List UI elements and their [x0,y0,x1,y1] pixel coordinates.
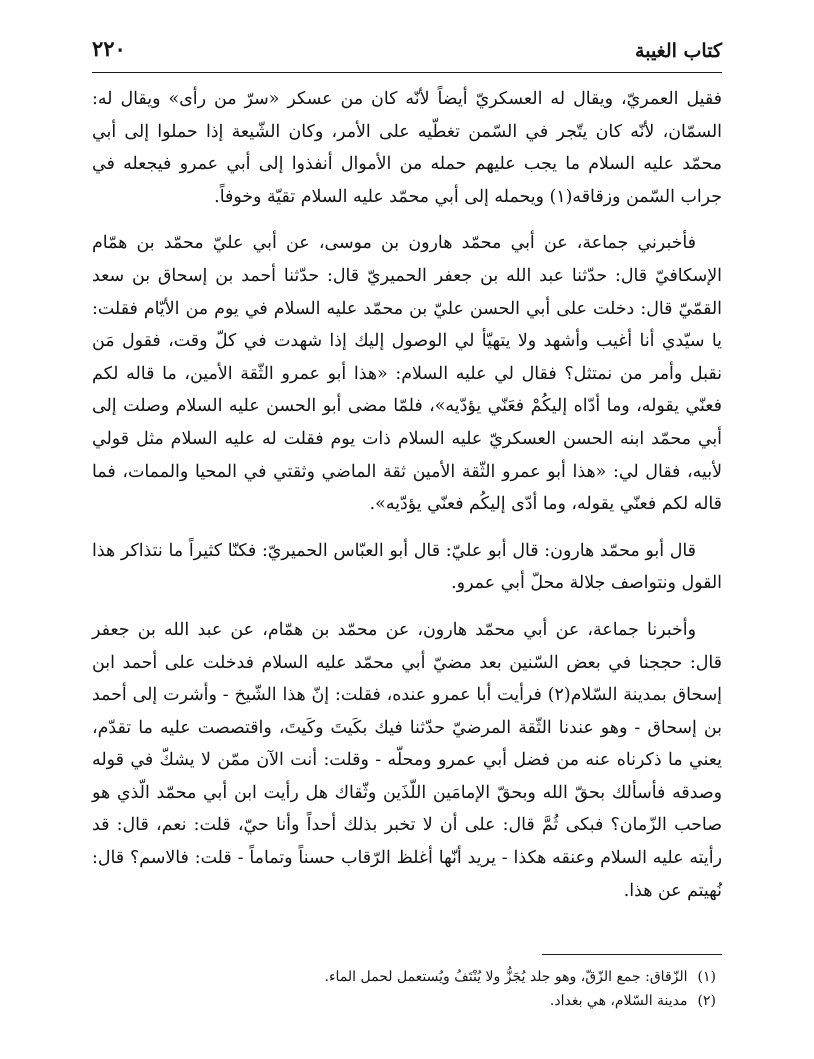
footnote-number: (١) [697,969,716,985]
footnote-text: الزّقاق: جمع الزّقّ، وهو جلد يُجَزُّ ولا يُنْتَفُ ويُستعمل لحمل الماء. [324,969,688,985]
footnote-text: مدينة السّلام، هي بغداد. [549,993,688,1009]
footnote-number: (٢) [697,993,716,1009]
paragraph-1: فقيل العمريّ، ويقال له العسكريّ أيضاً لأنّه كان من عسكر «سرّ من رأى» ويقال له: السمّان، لأنّه كان يتّجر في السّمن تغطّيه على الأمر، وكان الشّيعة إذا حملوا إلى أبي محمّد عليه السلام ما يجب عليهم حمله من الأموال أنفذوا إلى أبي عمرو فيجعله في جراب السّمن وزقاقه(١) ويحمله إلى أبي محمّد عليه السلام تقيّة وخوفاً. [92,89,722,207]
book-page [92,34,722,1034]
page-header [92,34,722,73]
paragraph-4: وأخبرنا جماعة، عن أبي محمّد هارون، عن محمّد بن همّام، عن عبد الله بن جعفر قال: حججنا في بعض السّنين بعد مضيّ أبي محمّد عليه السلام فدخلت على أحمد ابن إسحاق بمدينة السّلام(٢) فرأيت أبا عمرو عنده، فقلت: إنّ هذا الشّيخ - وأشرت إلى أحمد بن إسحاق - وهو عندنا الثّقة المرضيّ حدّثنا فيك بكَيتَ وكَيتَ، واقتصصت عليه ما تقدّم، يعني ما ذكرناه عنه من فضل أبي عمرو ومحلّه - وقلت: أنت الآن ممّن لا يشكّ في قوله وصدقه فأسألك بحقّ الله وبحقّ الإمامَين اللّذَين وثّقاك هل رأيت ابن أبي محمّد الّذي هو صاحب الزّمان؟ فبكى ثُمَّ قال: على أن لا تخبر بذلك أحداً وأنا حيّ، قلت: نعم، قال: قد رأيته عليه السلام وعنقه هكذا - يريد أنّها أغلظ الرّقاب حسناً وتماماً - قلت: فالاسم؟ قال: نُهيتم عن هذا. [92,619,723,901]
footnote-1 [92,965,722,989]
running-title: كتاب الغيبة [635,40,722,62]
footnote-divider [542,954,722,955]
body-text [92,83,722,907]
footnote-2 [92,989,722,1013]
page-number: ٢٢٠ [92,36,126,61]
paragraph-2: فأخبرني جماعة، عن أبي محمّد هارون بن موسى، عن أبي عليّ محمّد بن همّام الإسكافيّ قال: حدّثنا عبد الله بن جعفر الحميريّ قال: حدّثنا أحمد بن إسحاق بن سعد القمّيّ قال: دخلت على أبي الحسن عليّ بن محمّد عليه السلام في يوم من الأيّام فقلت: يا سيّدي أنا أغيب وأشهد ولا يتهيّأ لي الوصول إليك إذا شهدت في كلّ وقت، فقول مَن نقبل وأمر من نمتثل؟ فقال لي عليه السلام: «هذا أبو عمرو الثّقة الأمين، ما قاله لكم فعنّي يقوله، وما أدّاه إليكُمْ فعَنّي يؤدّيه»، فلمّا مضى أبو الحسن عليه السلام وصلت إلى أبي محمّد ابنه الحسن العسكريّ عليه السلام ذات يوم فقلت له عليه السلام مثل قولي لأبيه، فقال لي: «هذا أبو عمرو الثّقة الأمين ثقة الماضي وثقتي في المحيا والممات، فما قاله لكم فعنّي يقوله، وما أدّى إليكُم فعنّي يؤدّيه». [92,233,722,515]
paragraph-3: قال أبو محمّد هارون: قال أبو عليّ: قال أبو العبّاس الحميريّ: فكنّا كثيراً ما نتذاكر هذا القول ونتواصف جلالة محلّ أبي عمرو. [92,540,722,594]
footnotes [92,954,722,1013]
